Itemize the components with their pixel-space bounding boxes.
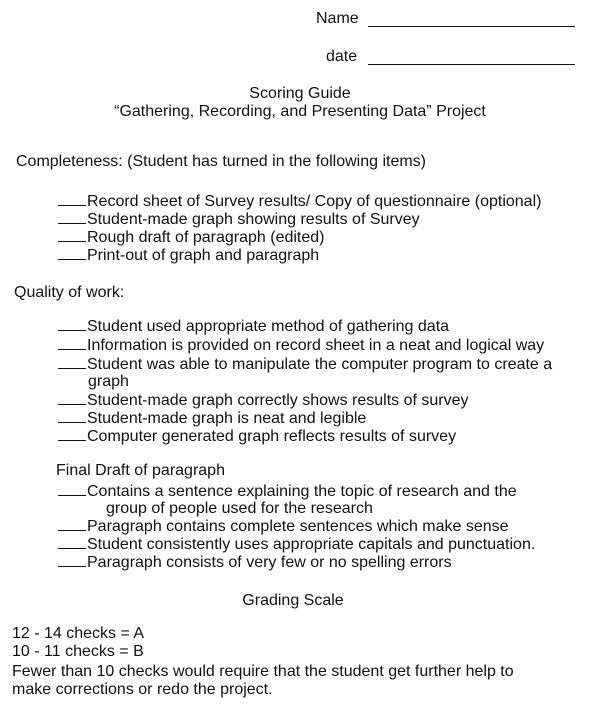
completeness-item: Student-made graph showing results of Survey	[58, 211, 420, 229]
completeness-item: Print-out of graph and paragraph	[58, 247, 319, 265]
name-blank[interactable]	[368, 26, 575, 27]
check-blank[interactable]	[58, 554, 86, 567]
quality-item-continuation: graph	[88, 373, 129, 390]
quality-item: Student used appropriate method of gathering data	[58, 318, 449, 336]
quality-item: Information is provided on record sheet in a neat and logical way	[58, 337, 544, 355]
grading-line: 10 - 11 checks = B	[12, 643, 144, 660]
quality-heading: Quality of work:	[14, 284, 125, 301]
final-draft-item-continuation: group of people used for the research	[106, 500, 373, 517]
date-blank[interactable]	[368, 64, 575, 65]
check-blank[interactable]	[58, 211, 86, 224]
check-blank[interactable]	[58, 229, 86, 242]
check-blank[interactable]	[58, 410, 86, 423]
completeness-item: Record sheet of Survey results/ Copy of questionnaire (optional)	[58, 193, 541, 211]
check-blank[interactable]	[58, 392, 86, 405]
final-draft-item: Student consistently uses appropriate capitals and punctuation.	[58, 536, 535, 554]
check-blank[interactable]	[58, 428, 86, 441]
check-blank[interactable]	[58, 483, 86, 496]
check-blank[interactable]	[58, 536, 86, 549]
title-line1: Scoring Guide	[249, 85, 351, 102]
final-draft-item: Contains a sentence explaining the topic of research and the	[58, 483, 517, 501]
final-draft-item: Paragraph consists of very few or no spelling errors	[58, 554, 452, 572]
check-blank[interactable]	[58, 247, 86, 260]
quality-item: Student was able to manipulate the computer program to create a	[58, 356, 552, 374]
grading-line: 12 - 14 checks = A	[12, 625, 145, 642]
check-blank[interactable]	[58, 518, 86, 531]
name-label: Name	[316, 10, 359, 27]
check-blank[interactable]	[58, 356, 86, 369]
date-label: date	[326, 48, 358, 65]
final-draft-heading: Final Draft of paragraph	[56, 462, 225, 479]
quality-item: Computer generated graph reflects results of survey	[58, 428, 456, 446]
quality-item: Student-made graph correctly shows results of survey	[58, 392, 469, 410]
title-line2: “Gathering, Recording, and Presenting Data” Project	[114, 103, 486, 120]
completeness-item: Rough draft of paragraph (edited)	[58, 229, 324, 247]
check-blank[interactable]	[58, 193, 86, 206]
completeness-heading: Completeness: (Student has turned in the following items)	[16, 153, 426, 170]
grading-line: make corrections or redo the project.	[12, 681, 273, 698]
check-blank[interactable]	[58, 337, 86, 350]
grading-heading: Grading Scale	[242, 592, 344, 609]
quality-item: Student-made graph is neat and legible	[58, 410, 366, 428]
check-blank[interactable]	[58, 318, 86, 331]
grading-line: Fewer than 10 checks would require that the student get further help to	[12, 663, 514, 680]
final-draft-item: Paragraph contains complete sentences which make sense	[58, 518, 509, 536]
